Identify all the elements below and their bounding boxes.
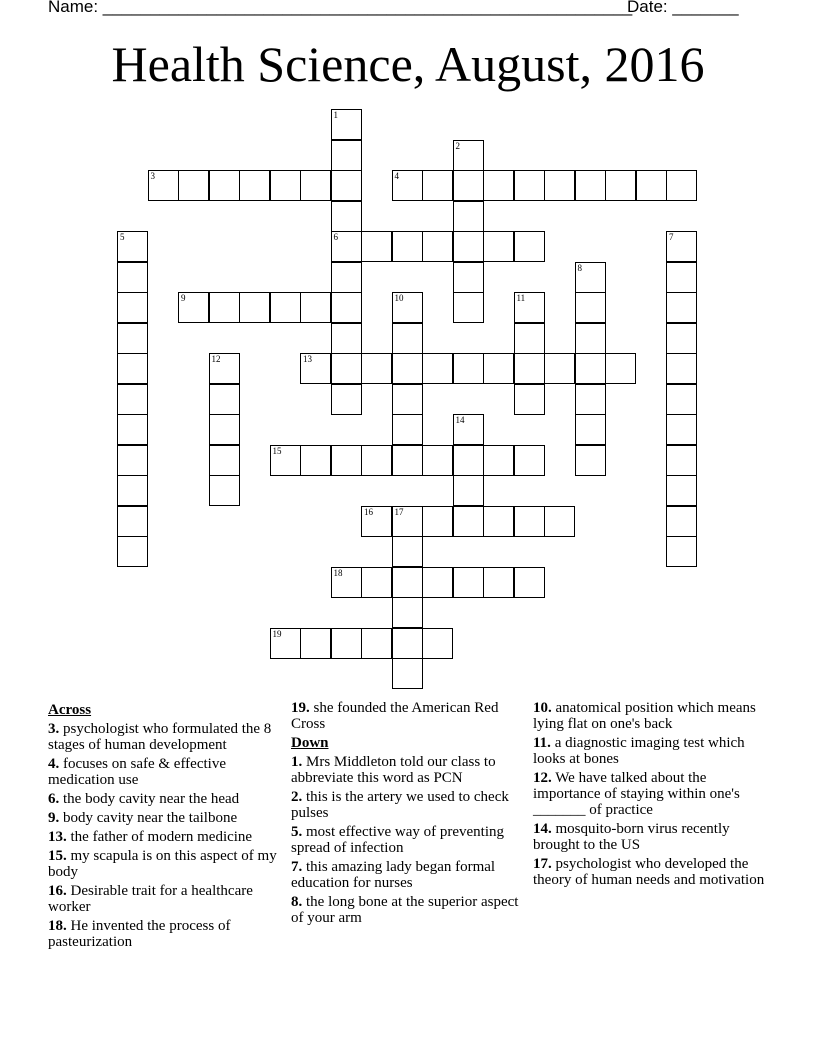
clue-text: body cavity near the tailbone xyxy=(59,810,238,826)
grid-cell[interactable] xyxy=(117,292,148,323)
cell-number: 8 xyxy=(577,262,582,273)
down-clue xyxy=(291,824,521,856)
grid-cell[interactable] xyxy=(331,201,362,232)
grid-cell[interactable] xyxy=(636,170,667,201)
grid-cell[interactable] xyxy=(453,262,484,293)
clue-text: she founded the American Red Cross xyxy=(291,700,499,732)
clue-number: 2. xyxy=(291,789,303,805)
grid-cell[interactable] xyxy=(666,475,697,506)
grid-cell[interactable] xyxy=(575,170,606,201)
grid-cell[interactable] xyxy=(422,567,453,598)
down-clue xyxy=(533,770,773,818)
grid-cell[interactable] xyxy=(575,323,606,354)
grid-cell[interactable] xyxy=(209,414,240,445)
clue-column-2 xyxy=(291,700,521,929)
grid-cell[interactable] xyxy=(270,445,301,476)
clue-text: the father of modern medicine xyxy=(66,829,253,845)
grid-cell[interactable] xyxy=(331,170,362,201)
clue-number: 4. xyxy=(48,756,60,772)
clue-number: 7. xyxy=(291,859,303,875)
across-clue xyxy=(48,848,280,880)
clue-text: a diagnostic imaging test which looks at bones xyxy=(533,735,745,767)
down-clue xyxy=(533,821,773,853)
grid-cell[interactable] xyxy=(514,323,545,354)
grid-cell[interactable] xyxy=(666,231,697,262)
grid-cell[interactable] xyxy=(544,353,575,384)
cell-number: 17 xyxy=(394,506,404,517)
grid-cell[interactable] xyxy=(361,628,392,659)
grid-cell[interactable] xyxy=(666,323,697,354)
cell-number: 5 xyxy=(120,232,125,242)
grid-cell[interactable] xyxy=(361,445,392,476)
grid-cell[interactable] xyxy=(514,170,545,201)
grid-cell[interactable] xyxy=(117,231,148,262)
clue-number: 9. xyxy=(48,810,60,826)
grid-cell[interactable] xyxy=(483,231,514,262)
grid-cell[interactable] xyxy=(422,445,453,476)
clue-text: mosquito-born virus recently brought to the US xyxy=(533,821,730,853)
clue-number: 8. xyxy=(291,894,303,910)
grid-cell[interactable] xyxy=(392,353,423,384)
cell-number: 4 xyxy=(394,171,399,181)
cell-number: 9 xyxy=(181,293,186,303)
clue-number: 5. xyxy=(291,824,303,840)
grid-cell[interactable] xyxy=(209,445,240,476)
clue-text: the long bone at the superior aspect of your arm xyxy=(291,894,519,926)
grid-cell[interactable] xyxy=(361,567,392,598)
grid-cell[interactable] xyxy=(117,536,148,567)
across-clue xyxy=(48,918,280,950)
grid-cell[interactable] xyxy=(575,384,606,415)
grid-cell[interactable] xyxy=(483,170,514,201)
grid-cell[interactable] xyxy=(392,506,423,537)
clue-text: anatomical position which means lying flat on one's back xyxy=(533,700,756,732)
grid-cell[interactable] xyxy=(514,506,545,537)
grid-cell[interactable] xyxy=(544,506,575,537)
grid-cell[interactable] xyxy=(392,628,423,659)
clue-number: 12. xyxy=(533,770,552,786)
clue-text: He invented the process of pasteurization xyxy=(48,918,231,950)
grid-cell[interactable] xyxy=(514,292,545,323)
clue-text: my scapula is on this aspect of my body xyxy=(48,848,277,880)
grid-cell[interactable] xyxy=(575,353,606,384)
grid-cell[interactable] xyxy=(483,567,514,598)
grid-cell[interactable] xyxy=(666,414,697,445)
grid-cell[interactable] xyxy=(117,475,148,506)
grid-cell[interactable] xyxy=(361,506,392,537)
grid-cell[interactable] xyxy=(453,292,484,323)
grid-cell[interactable] xyxy=(300,292,331,323)
clue-text: the body cavity near the head xyxy=(59,791,240,807)
across-clue xyxy=(48,791,280,807)
grid-cell[interactable] xyxy=(453,414,484,445)
clue-number: 1. xyxy=(291,754,303,770)
grid-cell[interactable] xyxy=(270,292,301,323)
clue-number: 18. xyxy=(48,918,67,934)
grid-cell[interactable] xyxy=(392,170,423,201)
cell-number: 10 xyxy=(394,293,404,303)
across-clue xyxy=(48,721,280,753)
grid-cell[interactable] xyxy=(453,231,484,262)
grid-cell[interactable] xyxy=(209,384,240,415)
grid-cell[interactable] xyxy=(117,506,148,537)
grid-cell[interactable] xyxy=(514,353,545,384)
cell-number: 14 xyxy=(455,415,465,425)
grid-cell[interactable] xyxy=(331,109,362,140)
cell-number: 3 xyxy=(150,171,155,181)
grid-cell[interactable] xyxy=(331,567,362,598)
cell-number: 15 xyxy=(272,445,282,456)
grid-cell[interactable] xyxy=(666,445,697,476)
grid-cell[interactable] xyxy=(300,445,331,476)
grid-cell[interactable] xyxy=(331,231,362,262)
across-clue xyxy=(291,700,521,732)
grid-cell[interactable] xyxy=(453,475,484,506)
grid-cell[interactable] xyxy=(392,597,423,628)
grid-cell[interactable] xyxy=(544,170,575,201)
grid-cell[interactable] xyxy=(453,170,484,201)
cell-number: 1 xyxy=(333,110,338,120)
grid-cell[interactable] xyxy=(239,292,270,323)
clue-number: 3. xyxy=(48,721,60,737)
cell-number: 11 xyxy=(516,293,526,303)
grid-cell[interactable] xyxy=(453,506,484,537)
grid-cell[interactable] xyxy=(300,628,331,659)
clue-text: psychologist who formulated the 8 stages of human development xyxy=(48,721,272,753)
grid-cell[interactable] xyxy=(666,262,697,293)
grid-cell[interactable] xyxy=(392,292,423,323)
grid-cell[interactable] xyxy=(331,445,362,476)
grid-cell[interactable] xyxy=(483,353,514,384)
down-clue xyxy=(533,856,773,888)
grid-cell[interactable] xyxy=(392,445,423,476)
grid-cell[interactable] xyxy=(453,445,484,476)
grid-cell[interactable] xyxy=(117,262,148,293)
across-clue xyxy=(48,756,280,788)
cell-number: 6 xyxy=(333,232,338,242)
grid-cell[interactable] xyxy=(392,414,423,445)
grid-cell[interactable] xyxy=(514,445,545,476)
cell-number: 18 xyxy=(333,567,343,578)
grid-cell[interactable] xyxy=(514,384,545,415)
grid-cell[interactable] xyxy=(209,292,240,323)
clue-text: psychologist who developed the theory of human needs and motivation xyxy=(533,856,765,888)
down-clue xyxy=(291,894,521,926)
grid-cell[interactable] xyxy=(666,384,697,415)
grid-cell[interactable] xyxy=(178,170,209,201)
clue-text: Desirable trait for a healthcare worker xyxy=(48,883,253,915)
across-clue xyxy=(48,829,280,845)
grid-cell[interactable] xyxy=(483,445,514,476)
grid-cell[interactable] xyxy=(666,170,697,201)
down-clue xyxy=(533,735,773,767)
grid-cell[interactable] xyxy=(300,353,331,384)
down-clue xyxy=(291,859,521,891)
grid-cell[interactable] xyxy=(605,353,636,384)
grid-cell[interactable] xyxy=(209,475,240,506)
grid-cell[interactable] xyxy=(422,170,453,201)
clue-number: 6. xyxy=(48,791,60,807)
grid-cell[interactable] xyxy=(117,414,148,445)
grid-cell[interactable] xyxy=(270,170,301,201)
grid-cell[interactable] xyxy=(422,628,453,659)
clue-number: 16. xyxy=(48,883,67,899)
grid-cell[interactable] xyxy=(453,201,484,232)
down-clue xyxy=(291,754,521,786)
grid-cell[interactable] xyxy=(117,323,148,354)
grid-cell[interactable] xyxy=(453,140,484,171)
date-field[interactable]: Date: _______ xyxy=(627,0,739,16)
grid-cell[interactable] xyxy=(392,323,423,354)
grid-cell[interactable] xyxy=(239,170,270,201)
grid-cell[interactable] xyxy=(666,506,697,537)
grid-cell[interactable] xyxy=(666,536,697,567)
clue-number: 15. xyxy=(48,848,67,864)
down-heading: Down xyxy=(291,735,329,751)
grid-cell[interactable] xyxy=(117,445,148,476)
clue-number: 10. xyxy=(533,700,552,716)
grid-cell[interactable] xyxy=(361,353,392,384)
clue-text: We have talked about the importance of staying within one's _______ of practice xyxy=(533,770,740,818)
clue-number: 19. xyxy=(291,700,310,716)
grid-cell[interactable] xyxy=(178,292,209,323)
clue-text: this is the artery we used to check pulses xyxy=(291,789,509,821)
clue-text: focuses on safe & effective medication use xyxy=(48,756,226,788)
grid-cell[interactable] xyxy=(514,231,545,262)
cell-number: 13 xyxy=(303,354,312,364)
grid-cell[interactable] xyxy=(331,384,362,415)
cell-number: 16 xyxy=(364,506,373,517)
grid-cell[interactable] xyxy=(209,353,240,384)
grid-cell[interactable] xyxy=(117,353,148,384)
clue-number: 14. xyxy=(533,821,552,837)
clue-text: Mrs Middleton told our class to abbreviate this word as PCN xyxy=(291,754,496,786)
grid-cell[interactable] xyxy=(453,353,484,384)
grid-cell[interactable] xyxy=(392,384,423,415)
clue-number: 13. xyxy=(48,829,67,845)
down-clue xyxy=(533,700,773,732)
grid-cell[interactable] xyxy=(300,170,331,201)
grid-cell[interactable] xyxy=(331,353,362,384)
grid-cell[interactable] xyxy=(117,384,148,415)
grid-cell[interactable] xyxy=(422,353,453,384)
grid-cell[interactable] xyxy=(422,506,453,537)
grid-cell[interactable] xyxy=(209,170,240,201)
cell-number: 19 xyxy=(272,628,282,639)
grid-cell[interactable] xyxy=(483,506,514,537)
cell-number: 2 xyxy=(455,140,460,151)
grid-cell[interactable] xyxy=(392,231,423,262)
grid-cell[interactable] xyxy=(361,231,392,262)
cell-number: 12 xyxy=(211,354,221,364)
grid-cell[interactable] xyxy=(392,567,423,598)
name-field[interactable]: Name: ________________________________________________________ xyxy=(48,0,633,16)
cell-number: 7 xyxy=(669,232,674,242)
grid-cell[interactable] xyxy=(270,628,301,659)
grid-cell[interactable] xyxy=(392,536,423,567)
grid-cell[interactable] xyxy=(575,292,606,323)
down-clue xyxy=(291,789,521,821)
grid-cell[interactable] xyxy=(422,231,453,262)
grid-cell[interactable] xyxy=(392,658,423,689)
clue-text: most effective way of preventing spread of infection xyxy=(291,824,504,856)
grid-cell[interactable] xyxy=(331,628,362,659)
grid-cell[interactable] xyxy=(666,353,697,384)
grid-cell[interactable] xyxy=(575,445,606,476)
clue-column-1 xyxy=(48,700,280,953)
grid-cell[interactable] xyxy=(331,292,362,323)
clue-number: 17. xyxy=(533,856,552,872)
grid-cell[interactable] xyxy=(605,170,636,201)
grid-cell[interactable] xyxy=(453,567,484,598)
grid-cell[interactable] xyxy=(514,567,545,598)
across-clue xyxy=(48,810,280,826)
clue-column-3 xyxy=(533,700,773,891)
across-heading: Across xyxy=(48,702,92,718)
grid-cell[interactable] xyxy=(331,323,362,354)
clue-number: 11. xyxy=(533,735,551,751)
grid-cell[interactable] xyxy=(666,292,697,323)
grid-cell[interactable] xyxy=(575,262,606,293)
grid-cell[interactable] xyxy=(148,170,179,201)
across-clue xyxy=(48,883,280,915)
page-title: Health Science, August, 2016 xyxy=(111,36,705,92)
grid-cell[interactable] xyxy=(575,414,606,445)
clue-text: this amazing lady began formal education for nurses xyxy=(291,859,496,891)
grid-cell[interactable] xyxy=(331,262,362,293)
grid-cell[interactable] xyxy=(331,140,362,171)
